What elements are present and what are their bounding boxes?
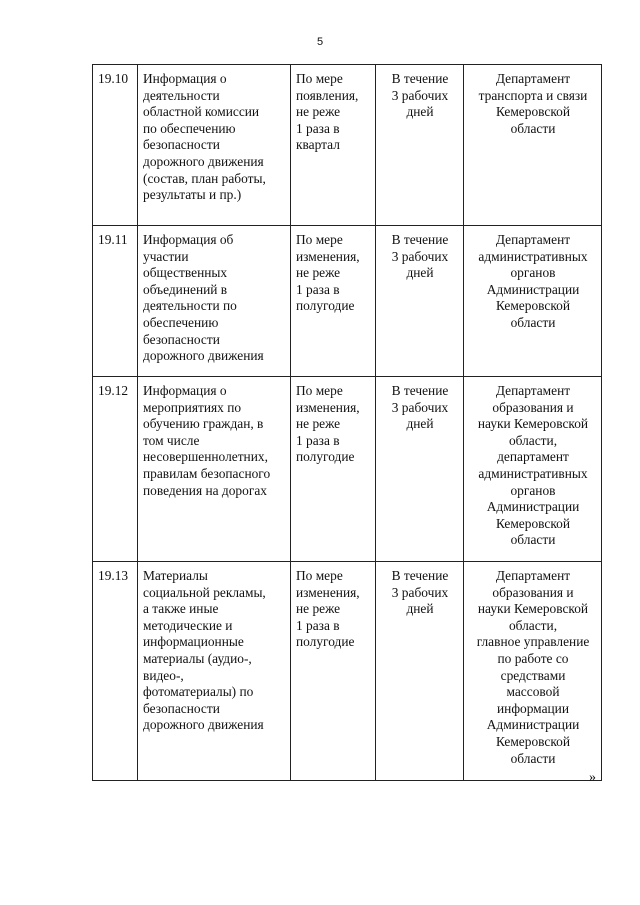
row-number: 19.12 [98, 383, 129, 398]
row-number-cell [93, 65, 138, 226]
responsible-text: Департамент образования и науки Кемеровской области, главное управление по работе со средствами массовой информации Администрации Кемеровской области [476, 568, 590, 766]
info-cell [138, 226, 291, 377]
info-cell [138, 65, 291, 226]
frequency-cell [291, 65, 376, 226]
info-text: Материалы социальной рекламы, а также иные методические и информационные материалы (аудио-, видео-, фотоматериалы) по безопасности дорожного движения [143, 568, 266, 733]
row-number-cell [93, 377, 138, 562]
info-cell [138, 562, 291, 781]
frequency-text: По мере изменения, не реже 1 раза в полугодие [296, 232, 360, 314]
table-row [93, 377, 602, 562]
frequency-cell [291, 226, 376, 377]
table-row [93, 562, 602, 781]
term-text: В течение 3 рабочих дней [391, 383, 449, 432]
responsible-cell [464, 226, 602, 377]
frequency-cell [291, 377, 376, 562]
term-text: В течение 3 рабочих дней [391, 568, 449, 617]
responsible-text: Департамент административных органов Администрации Кемеровской области [478, 232, 588, 330]
frequency-text: По мере изменения, не реже 1 раза в полугодие [296, 568, 360, 650]
row-number-cell [93, 226, 138, 377]
frequency-cell [291, 562, 376, 781]
responsible-cell [464, 377, 602, 562]
term-cell [376, 226, 464, 377]
row-number: 19.11 [98, 232, 128, 247]
term-text: В течение 3 рабочих дней [391, 232, 449, 281]
term-cell [376, 562, 464, 781]
frequency-text: По мере появления, не реже 1 раза в квартал [296, 71, 359, 153]
responsible-text: Департамент транспорта и связи Кемеровской области [478, 71, 588, 136]
row-number: 19.10 [98, 71, 129, 86]
table-row [93, 65, 602, 226]
term-cell [376, 65, 464, 226]
closing-quote-mark: » [589, 770, 596, 785]
term-cell [376, 377, 464, 562]
row-number: 19.13 [98, 568, 129, 583]
information-table [92, 64, 602, 781]
info-cell [138, 377, 291, 562]
page-number: 5 [316, 36, 324, 48]
term-text: В течение 3 рабочих дней [391, 71, 449, 120]
info-text: Информация об участии общественных объединений в деятельности по обеспечению безопасности дорожного движения [143, 232, 264, 364]
responsible-cell [464, 65, 602, 226]
info-text: Информация о деятельности областной комиссии по обеспечению безопасности дорожного движения (состав, план работы, результаты и пр.) [143, 71, 266, 203]
frequency-text: По мере изменения, не реже 1 раза в полугодие [296, 383, 360, 465]
table-row [93, 226, 602, 377]
info-text: Информация о мероприятиях по обучению граждан, в том числе несовершеннолетних, правилам безопасного поведения на дорогах [143, 383, 271, 498]
responsible-cell [464, 562, 602, 781]
responsible-text: Департамент образования и науки Кемеровской области, департамент административных органов Администрации Кемеровской области [477, 383, 589, 548]
row-number-cell [93, 562, 138, 781]
